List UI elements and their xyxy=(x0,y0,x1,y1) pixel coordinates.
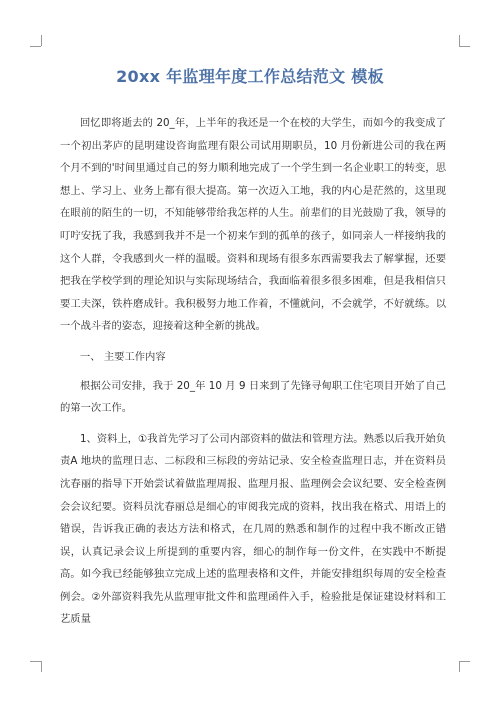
crop-mark xyxy=(41,661,42,672)
document-title: 20xx 年监理年度工作总结范文 模板 xyxy=(116,67,384,86)
crop-mark xyxy=(41,35,42,46)
crop-mark xyxy=(30,46,41,47)
crop-mark xyxy=(459,46,470,47)
document-body xyxy=(60,112,446,639)
crop-mark xyxy=(30,661,41,662)
crop-mark xyxy=(459,35,460,46)
crop-mark xyxy=(459,661,470,662)
assignment-paragraph: 根据公司安排，我于 20_年 10 月 9 日来到了先锋寻甸职工住宅项目开始了自己的第一次工作。 xyxy=(60,379,446,415)
records-paragraph: 1、资料上，①我首先学习了公司内部资料的做法和管理方法。熟悉以后我开始负责A 地块的监理日志、二标段和三标段的旁站记录、安全检查监理日志，并在资料员沈春丽的指导下开始尝试着做监理周报、监理月报、监理例会会议纪要、安全检查例会会议纪要。资料员沈春丽总是细心的审阅我完成的资料，找出我在格式、用语上的错误，告诉我正确的表达方法和格式，在几周的熟悉和制作的过程中我不断改正错误，认真记录会议上所提到的重要内容，细心的制作每一份文件，在实践中不断提高。如今我已经能够独立完成上述的监理表格和文件，并能安排组织每周的安全检查例会。②外部资料我先从监理审批文件和监理函件入手，检验批是保证建设材料和工艺质量 xyxy=(60,432,446,626)
crop-mark xyxy=(459,661,460,672)
section-heading: 一、 主要工作内容 xyxy=(80,350,166,363)
intro-paragraph: 回忆即将逝去的 20_年，上半年的我还是一个在校的大学生，而如今的我变成了一个初出茅庐的昆明建设咨询监理有限公司试用期职员，10 月份新进公司的我在两个月不到的'时间里通过自己的努力顺利地完成了一个学生到一名企业职工的转变，思想上、学习上、业务上都有很大提高。第一次迈入工地，我的内心是茫然的，这里现在眼前的陌生的一切，不知能够带给我怎样的人生。前辈们的目光鼓励了我，领导的叮咛安抚了我，我感到我并不是一个初来乍到的孤单的孩子，如同亲人一样接纳我的这个人群，令我感到火一样的温暖。资料和现场有很多东西需要我去了解掌握，还要把我在学校学到的理论知识与实际现场结合，我面临着很多很多困难，但是我相信只要工夫深，铁杵磨成针。我积极努力地工作着，不懂就问，不会就学，不好就练。以一个战斗者的姿态，迎接着这种全新的挑战。 xyxy=(60,117,446,333)
